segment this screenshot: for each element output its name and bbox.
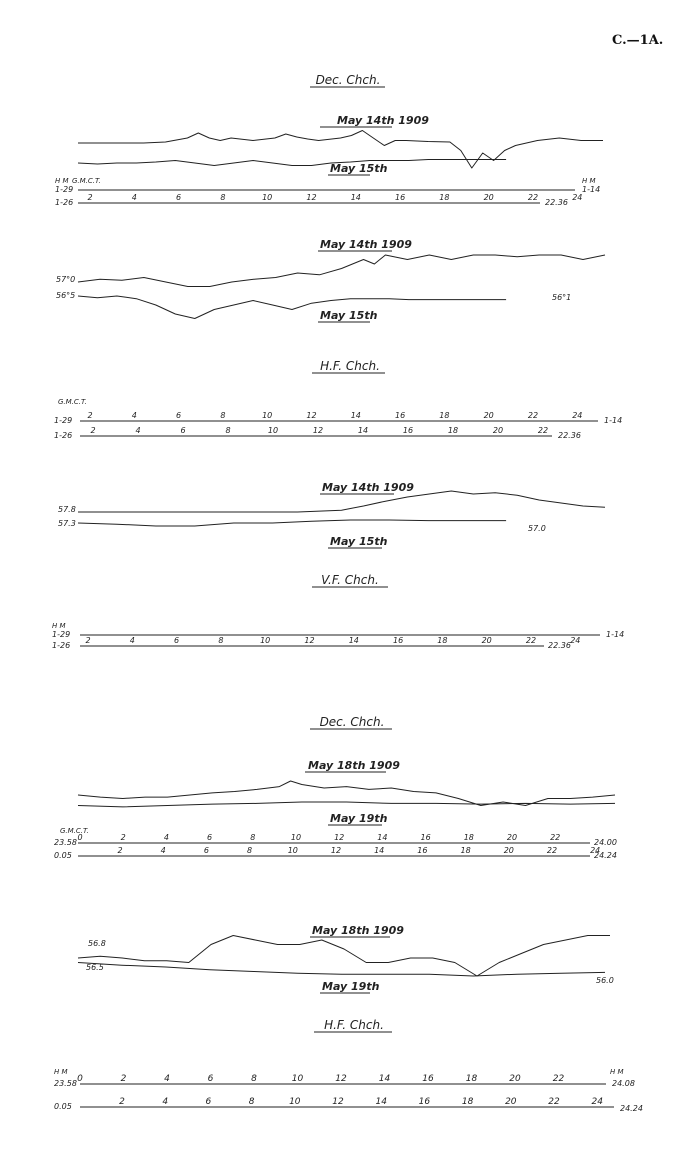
top-dec-hour-label: 18	[439, 193, 450, 202]
bottom-dec-series1-label: May 18th 1909	[308, 759, 400, 772]
bottom-hf-hm-right: H M	[610, 1068, 624, 1076]
top-dec-series1-label: May 14th 1909	[337, 114, 429, 127]
top-hf-time-axis	[54, 398, 622, 440]
bottom-dec-row1-hour-label: 12	[334, 833, 345, 842]
top-hf-row2-hour-label: 14	[357, 426, 369, 435]
top-hf-row2-hour-label: 18	[447, 426, 459, 435]
top-dec-end1: 1-14	[582, 185, 601, 194]
top-hf-gmct: G.M.C.T.	[58, 398, 87, 406]
bottom-hf-row1-hour-label: 14	[378, 1074, 391, 1084]
bottom-hf-row2-hour-label: 22	[548, 1097, 560, 1107]
top-hf-hour-label: 20	[483, 411, 494, 420]
top-hf-series1-trace	[78, 255, 605, 287]
bottom-dec-row1-hour-label: 18	[463, 833, 474, 842]
bottom-hf-end1: 24.08	[612, 1079, 635, 1088]
bottom-dec-row1-hour-label: 6	[207, 833, 213, 842]
top-hf-end1: 1-14	[604, 416, 623, 425]
top-vf-hour-label: 10	[260, 636, 271, 645]
top-hf-row2-hour-label: 4	[135, 426, 141, 435]
top-dec-hour-label: 8	[220, 193, 226, 202]
bottom-dec-section	[54, 759, 617, 860]
bottom-hf-row1-hour-label: 8	[251, 1074, 257, 1084]
bottom-hf-row2-hour-label: 6	[205, 1097, 212, 1107]
top-vf-hour-label: 22	[525, 636, 537, 645]
bottom-hf-row1-hour-label: 18	[465, 1074, 478, 1084]
bottom-dec-series2-label: May 19th	[330, 812, 388, 825]
top-vf-hour-label: 2	[85, 636, 91, 645]
top-vf-scale-right: 57.0	[528, 524, 546, 533]
top-hf-row2-hour-label: 6	[180, 426, 186, 435]
top-vf-end2: 22.36	[548, 641, 571, 650]
top-vf-trace-section	[58, 481, 605, 548]
bottom-dec-row1-hour-label: 22	[550, 833, 561, 842]
top-vf-scale-left1: 57.8	[58, 505, 76, 514]
bottom-hf-trace-section	[78, 924, 614, 993]
bottom-hf-series2-trace	[78, 963, 605, 977]
top-vf-scale-left2: 57.3	[58, 519, 76, 528]
bottom-hf-row1-hour-label: 2	[120, 1074, 127, 1084]
plate-label: C.—1A.	[612, 33, 664, 48]
bottom-dec-row2-hour-label: 12	[330, 846, 342, 855]
bottom-dec-hour-labels	[77, 833, 600, 855]
top-hf-hour-label: 6	[176, 411, 182, 420]
bottom-hf-series1-label: May 18th 1909	[312, 924, 404, 937]
bottom-hf-series1-trace	[78, 936, 610, 977]
top-vf-title: V.F. Chch.	[321, 573, 379, 587]
top-hf-series1-label: May 14th 1909	[320, 238, 412, 251]
bottom-dec-row2-hour-label: 22	[546, 846, 558, 855]
bottom-hf-row2-hour-label: 12	[332, 1097, 344, 1107]
bottom-dec-row2-hour-label: 24	[590, 846, 601, 855]
bottom-dec-row1-hour-label: 16	[420, 833, 431, 842]
bottom-hf-row2-hour-label: 4	[162, 1097, 169, 1107]
bottom-dec-row1-hour-label: 8	[250, 833, 256, 842]
bottom-dec-row2-hour-label: 18	[460, 846, 471, 855]
top-vf-hour-label: 14	[348, 636, 359, 645]
bottom-dec-end1: 24.00	[594, 838, 617, 847]
top-hf-end2: 22.36	[558, 431, 581, 440]
top-hf-hour-label: 16	[395, 411, 406, 420]
bottom-dec-row2-hour-label: 4	[160, 846, 166, 855]
bottom-hf-start1: 23.58	[54, 1079, 77, 1088]
top-dec-hour-label: 20	[483, 193, 494, 202]
top-hf-hour-label: 22	[527, 411, 539, 420]
top-hf-hour-label: 10	[262, 411, 273, 420]
bottom-dec-row1-hour-label: 2	[120, 833, 126, 842]
bottom-dec-row2-hour-label: 20	[503, 846, 514, 855]
bottom-hf-row1-hour-label: 20	[509, 1074, 521, 1084]
bottom-dec-row1-hour-label: 4	[163, 833, 169, 842]
bottom-dec-row1-hour-label: 14	[377, 833, 388, 842]
top-vf-hour-label: 18	[437, 636, 448, 645]
top-hf-series2-label: May 15th	[320, 309, 378, 322]
top-dec-hour-label: 16	[395, 193, 406, 202]
top-dec-series2-trace	[78, 160, 506, 166]
top-dec-hour-label: 12	[306, 193, 317, 202]
top-vf-series2-label: May 15th	[330, 535, 388, 548]
bottom-hf-title: H.F. Chch.	[324, 1018, 384, 1032]
top-hf-hour-label: 18	[439, 411, 450, 420]
top-vf-start1: 1-29	[52, 630, 71, 639]
top-hf-scale-right: 56°1	[552, 293, 572, 302]
top-vf-hour-label: 16	[393, 636, 404, 645]
top-hf-hour-label: 8	[220, 411, 226, 420]
top-hf-series2-trace	[78, 296, 506, 319]
top-dec-gmct: G.M.C.T.	[72, 177, 101, 185]
top-dec-hour-label: 6	[176, 193, 182, 202]
bottom-dec-row2-hour-label: 14	[374, 846, 385, 855]
top-vf-end1: 1-14	[606, 630, 625, 639]
bottom-dec-row2-hour-label: 10	[287, 846, 298, 855]
top-dec-hour-label: 4	[131, 193, 137, 202]
bottom-dec-end2: 24.24	[594, 851, 617, 860]
top-hf-row2-hour-label: 12	[312, 426, 324, 435]
bottom-dec-row2-hour-label: 6	[203, 846, 209, 855]
bottom-hf-row1-hour-label: 22	[552, 1074, 565, 1084]
top-hf-row2-hour-label: 20	[492, 426, 504, 435]
top-hf-hour-label: 12	[306, 411, 317, 420]
top-vf-hour-label: 4	[129, 636, 135, 645]
top-dec-hour-label: 10	[262, 193, 273, 202]
top-dec-start2: 1-26	[55, 198, 74, 207]
bottom-hf-row1-hour-label: 6	[207, 1074, 214, 1084]
bottom-dec-title: Dec. Chch.	[319, 715, 385, 729]
top-dec-hm-left: H M	[55, 177, 69, 185]
top-hf-hour-label: 24	[572, 411, 583, 420]
top-hf-hour-label: 14	[350, 411, 361, 420]
top-hf-trace-section	[56, 238, 605, 322]
top-hf-row2-hour-label: 10	[267, 426, 279, 435]
top-vf-series2-trace	[78, 520, 506, 526]
bottom-hf-row2-hour-label: 24	[591, 1097, 603, 1107]
top-vf-time-axis	[52, 622, 624, 650]
top-hf-row2-hour-label: 8	[225, 426, 231, 435]
bottom-dec-row2-hour-label: 8	[247, 846, 253, 855]
top-hf-hour-label: 4	[131, 411, 137, 420]
top-dec-start1: 1-29	[55, 185, 74, 194]
top-vf-hour-label: 12	[304, 636, 315, 645]
bottom-hf-row1-hour-label: 10	[291, 1074, 304, 1084]
top-vf-series1-label: May 14th 1909	[322, 481, 414, 494]
bottom-hf-row2-hour-label: 8	[248, 1097, 255, 1107]
top-vf-start2: 1-26	[52, 641, 71, 650]
top-dec-hour-label: 22	[527, 193, 539, 202]
top-hf-scale-left1: 57°0	[56, 275, 76, 284]
top-dec-hour-label: 24	[572, 193, 583, 202]
bottom-dec-start2: 0.05	[54, 851, 72, 860]
top-dec-hour-label: 2	[87, 193, 93, 202]
top-hf-row2-hour-label: 22	[537, 426, 549, 435]
top-vf-hour-labels	[85, 636, 580, 645]
bottom-hf-row1-hour-label: 16	[422, 1074, 434, 1084]
bottom-hf-row2-hour-label: 14	[375, 1097, 387, 1107]
top-dec-hour-labels	[87, 193, 582, 202]
bottom-hf-row2-hour-label: 16	[418, 1097, 431, 1107]
bottom-hf-row2-hour-label: 20	[505, 1097, 517, 1107]
top-hf-hour-label: 2	[87, 411, 93, 420]
bottom-hf-hm-left: H M	[54, 1068, 68, 1076]
bottom-hf-hour-labels	[77, 1074, 603, 1107]
top-hf-title: H.F. Chch.	[320, 359, 380, 373]
top-dec-hour-label: 14	[350, 193, 361, 202]
bottom-dec-gmct: G.M.C.T.	[60, 827, 89, 835]
bottom-dec-row1-hour-label: 20	[506, 833, 518, 842]
bottom-hf-end2: 24.24	[620, 1104, 643, 1113]
bottom-hf-row2-hour-label: 18	[461, 1097, 474, 1107]
bottom-hf-start2: 0.05	[54, 1102, 72, 1111]
bottom-hf-row1-hour-label: 4	[164, 1074, 170, 1084]
top-hf-start2: 1-26	[54, 431, 73, 440]
bottom-dec-start1: 23.58	[54, 838, 77, 847]
top-vf-hm: H M	[52, 622, 66, 630]
top-hf-hour-labels	[87, 411, 582, 435]
top-hf-row2-hour-label: 2	[90, 426, 96, 435]
bottom-hf-row1-hour-label: 0	[77, 1074, 83, 1084]
bottom-dec-row2-hour-label: 16	[417, 846, 428, 855]
top-hf-row2-hour-label: 16	[402, 426, 414, 435]
top-hf-start1: 1-29	[54, 416, 73, 425]
top-dec-series2-label: May 15th	[330, 162, 388, 175]
top-vf-hour-label: 24	[570, 636, 581, 645]
bottom-hf-time-axis	[54, 1068, 643, 1113]
top-vf-hour-label: 6	[174, 636, 180, 645]
top-vf-hour-label: 20	[481, 636, 492, 645]
top-hf-scale-left2: 56°5	[56, 291, 76, 300]
bottom-hf-scale-left1: 56.8	[88, 939, 106, 948]
bottom-hf-scale-left2: 56.5	[86, 963, 104, 972]
top-dec-section	[55, 73, 603, 207]
bottom-dec-row1-hour-label: 10	[290, 833, 302, 842]
top-vf-hour-label: 8	[218, 636, 224, 645]
top-dec-hm-right: H M	[582, 177, 596, 185]
bottom-hf-series2-label: May 19th	[322, 980, 380, 993]
bottom-dec-row2-hour-label: 2	[117, 846, 123, 855]
bottom-hf-row2-hour-label: 2	[119, 1097, 125, 1107]
top-dec-end2: 22.36	[545, 198, 568, 207]
bottom-hf-row1-hour-label: 12	[335, 1074, 347, 1084]
bottom-hf-scale-right: 56.0	[596, 976, 614, 985]
bottom-dec-row1-hour-label: 0	[77, 833, 83, 842]
top-dec-title: Dec. Chch.	[315, 73, 381, 87]
bottom-hf-row2-hour-label: 10	[289, 1097, 301, 1107]
